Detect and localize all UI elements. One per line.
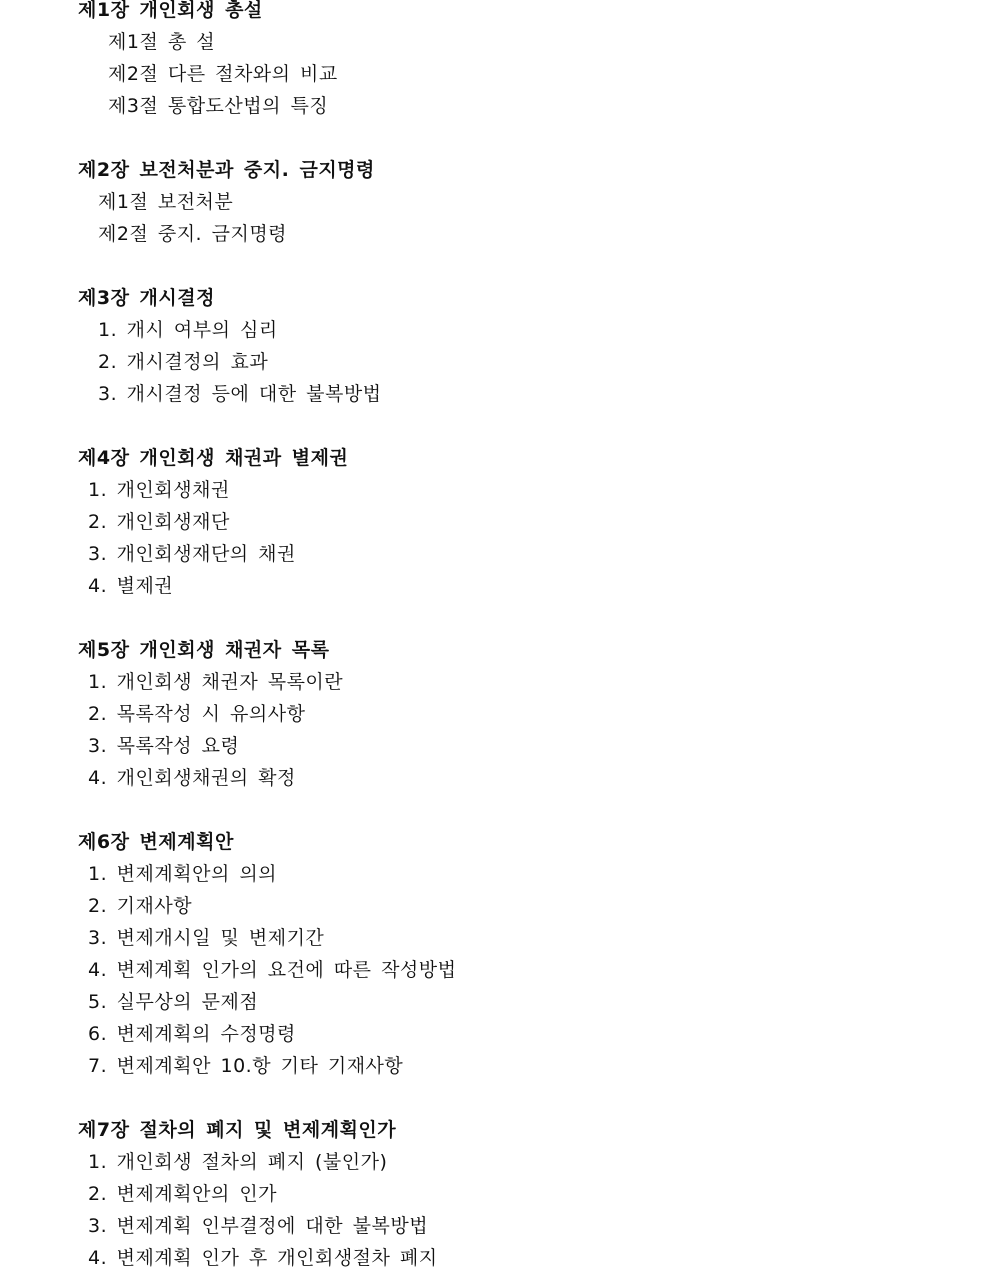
chapter-7-heading: 제7장 절차의 폐지 및 변제계획인가 — [78, 1119, 397, 1141]
chapter-2-section-1: 제1절 보전처분 — [98, 191, 234, 213]
chapter-5-item-4: 4. 개인회생채권의 확정 — [88, 767, 296, 789]
chapter-4-item-3: 3. 개인회생재단의 채권 — [88, 543, 296, 565]
chapter-5-heading: 제5장 개인회생 채권자 목록 — [78, 639, 330, 661]
chapter-7-item-3: 3. 변제계획 인부결정에 대한 불복방법 — [88, 1215, 429, 1237]
chapter-6-item-6: 6. 변제계획의 수정명령 — [88, 1023, 296, 1045]
chapter-4-item-1: 1. 개인회생채권 — [88, 479, 230, 501]
chapter-6-item-4: 4. 변제계획 인가의 요건에 따른 작성방법 — [88, 959, 457, 981]
chapter-6-item-1: 1. 변제계획안의 의의 — [88, 863, 278, 885]
chapter-6-item-7: 7. 변제계획안 10.항 기타 기재사항 — [88, 1055, 404, 1077]
chapter-1-section-2: 제2절 다른 절차와의 비교 — [108, 63, 338, 85]
chapter-4-item-2: 2. 개인회생재단 — [88, 511, 230, 533]
chapter-6-heading: 제6장 변제계획안 — [78, 831, 234, 853]
chapter-7-item-4: 4. 변제계획 인가 후 개인회생절차 폐지 — [88, 1247, 438, 1269]
chapter-3-item-3: 3. 개시결정 등에 대한 불복방법 — [98, 383, 382, 405]
chapter-3-heading: 제3장 개시결정 — [78, 287, 215, 309]
chapter-2-heading: 제2장 보전처분과 중지. 금지명령 — [78, 159, 375, 181]
chapter-6-item-2: 2. 기재사항 — [88, 895, 193, 917]
chapter-3-item-1: 1. 개시 여부의 심리 — [98, 319, 278, 341]
chapter-7-item-1: 1. 개인회생 절차의 폐지 (불인가) — [88, 1151, 388, 1173]
chapter-4-heading: 제4장 개인회생 채권과 별제권 — [78, 447, 349, 469]
chapter-6-item-3: 3. 변제개시일 및 변제기간 — [88, 927, 325, 949]
chapter-7-item-2: 2. 변제계획안의 인가 — [88, 1183, 278, 1205]
chapter-2-section-2: 제2절 중지. 금지명령 — [98, 223, 288, 245]
chapter-1-heading: 제1장 개인회생 총설 — [78, 0, 263, 21]
chapter-1-section-1: 제1절 총 설 — [108, 31, 216, 53]
chapter-5-item-2: 2. 목록작성 시 유의사항 — [88, 703, 306, 725]
chapter-6-item-5: 5. 실무상의 문제점 — [88, 991, 259, 1013]
chapter-5-item-1: 1. 개인회생 채권자 목록이란 — [88, 671, 344, 693]
chapter-4-item-4: 4. 별제권 — [88, 575, 174, 597]
chapter-1-section-3: 제3절 통합도산법의 특징 — [108, 95, 329, 117]
chapter-3-item-2: 2. 개시결정의 효과 — [98, 351, 269, 373]
chapter-5-item-3: 3. 목록작성 요령 — [88, 735, 240, 757]
